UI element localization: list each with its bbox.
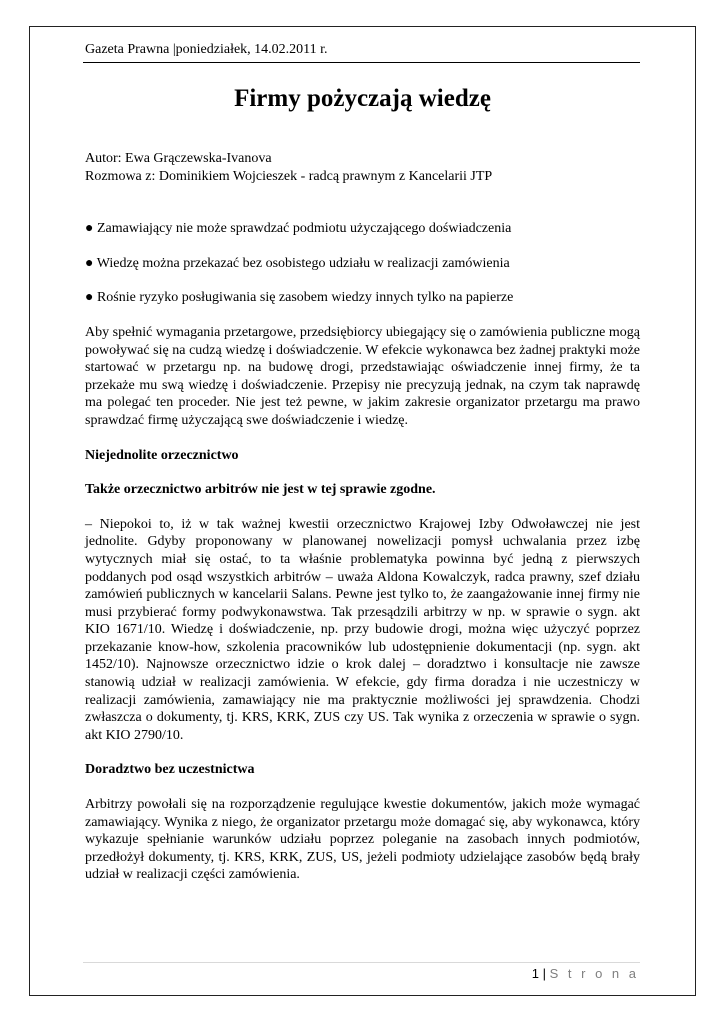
bullet-item: ● Rośnie ryzyko posługiwania się zasobem wiedzy innych tylko na papierze bbox=[85, 290, 514, 306]
author-line: Autor: Ewa Grączewska-Ivanova bbox=[85, 151, 272, 166]
article-title: Firmy pożyczają wiedzę bbox=[234, 85, 491, 112]
bullet-item: ● Wiedzę można przekazać bez osobistego udziału w realizacji zamówienia bbox=[85, 255, 510, 271]
bullet-item: ● Zamawiający nie może sprawdzać podmiotu użyczającego doświadczenia bbox=[85, 221, 512, 237]
page-footer bbox=[532, 966, 639, 982]
interview-line: Rozmowa z: Dominikiem Wojcieszek - radcą prawnym z Kancelarii JTP bbox=[85, 168, 493, 184]
header-rule bbox=[83, 62, 640, 63]
footer-separator: | bbox=[542, 966, 546, 981]
page-number: 1 bbox=[531, 966, 539, 981]
section-heading: Doradztwo bez uczestnictwa bbox=[85, 762, 255, 778]
intro-paragraph: Aby spełnić wymagania przetargowe, przedsiębiorcy ubiegający się o zamówienia publiczne mogą powoływać się na cudzą wiedzę i doświadczenie. W efekcie wykonawca bez żadnej praktyki może startować w przetargu np. na budowę drogi, przedstawiając oświadczenie innej firmy, że ta przekaże mu swą wiedzę i doświadczenie. Przepisy nie precyzują jednak, na czym tak naprawdę ma polegać ten proceder. Nie jest też pewne, w jakim zakresie organizator przetargu ma prawo sprawdzać firmę użyczającą swe doświadczenie i wiedzę. bbox=[85, 324, 640, 428]
section-paragraph: Arbitrzy powołali się na rozporządzenie regulujące kwestie dokumentów, jakich może wymagać zamawiający. Wynika z niego, że organizator przetargu może domagać się, aby wykonawca, który wykazuje spełnianie warunków udziału poprzez poleganie na zasobach innych podmiotów, przedłożył dokumenty, tj. KRS, KRK, ZUS, US, jeżeli podmioty udzielające zasobów będą brały udział w realizacji części zamówienia. bbox=[85, 797, 640, 883]
section-lead: Także orzecznictwo arbitrów nie jest w tej sprawie zgodne. bbox=[85, 482, 436, 498]
page-header: Gazeta Prawna |poniedziałek, 14.02.2011 r. bbox=[85, 42, 328, 57]
section-heading: Niejednolite orzecznictwo bbox=[85, 447, 239, 463]
footer-rule bbox=[83, 962, 640, 963]
article-body bbox=[85, 150, 640, 884]
page-label: S t r o n a bbox=[549, 966, 639, 981]
section-paragraph: – Niepokoi to, iż w tak ważnej kwestii orzecznictwo Krajowej Izby Odwoławczej nie jest jednolite. Gdyby proponowany w planowanej nowelizacji pomysł uchwalania przez izbę wytycznych miał się ostać, to ta właśnie problematyka powinna być jedną z pierwszych poddanych pod osąd wszystkich arbitrów – uważa Aldona Kowalczyk, radca prawny, szef działu zamówień publicznych w kancelarii Salans. Pewne jest tylko to, że zaangażowanie innej firmy nie musi przybierać formy podwykonawstwa. Tak przesądzili arbitrzy w np. w sprawie o sygn. akt KIO 1671/10. Wiedzę i doświadczenie, np. przy budowie drogi, można więc użyczyć poprzez przekazanie know-how, szkolenia pracowników lub udostępnienie dokumentacji (np. sygn. akt 1452/10). Najnowsze orzecznictwo idzie o krok dalej – doradztwo i konsultacje nie zawsze stanowią udział w realizacji zamówienia. W efekcie, gdy firma doradza i nie uczestniczy w realizacji zamówienia, zamawiający nie ma praktycznie możliwości jej sprawdzenia. Chodzi zwłaszcza o dokumenty, tj. KRS, KRK, ZUS czy US. Tak wynika z orzeczenia w sprawie o sygn. akt KIO 2790/10. bbox=[85, 516, 640, 743]
